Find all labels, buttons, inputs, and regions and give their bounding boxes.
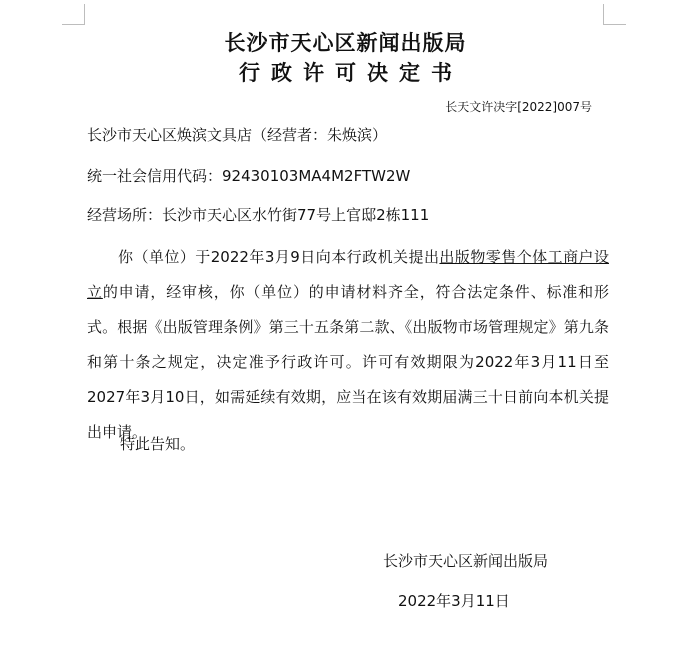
signing-date: 2022年3月11日 [398,592,510,610]
credit-code: 统一社会信用代码：92430103MA4M2FTW2W [87,167,411,185]
body-text-part2: 的申请，经审核，你（单位）的申请材料齐全，符合法定条件、标准和形式。根据《出版管理条例》第三十五条第二款、《出版物市场管理规定》第九条和第十条之规定，决定准予行政许可。许可有效期限为2022年3月11日至2027年3月10日，如需延续有效期，应当在该有效期届满三十日前向本机关提出申请。 [87,283,609,441]
crop-mark-top-left [62,4,85,25]
body-text-part1: 你（单位）于2022年3月9日向本行政机关提出 [118,248,440,266]
agency-name: 长沙市天心区新闻出版局 [224,31,467,55]
closing-notice: 特此告知。 [120,435,196,453]
crop-mark-top-right [603,4,626,25]
addressee: 长沙市天心区焕滨文具店（经营者：朱焕滨） [87,126,388,144]
signing-organization: 长沙市天心区新闻出版局 [383,552,549,570]
business-place: 经营场所：长沙市天心区水竹街77号上官邸2栋111 [87,206,430,224]
decision-body [87,240,609,450]
document-number: 长天文许决字[2022]007号 [445,100,592,114]
document-type: 行政许可决定书 [239,61,463,85]
document-title [0,28,691,88]
underlined-license-item: 出版物零售个体工商户设立 [87,248,609,301]
